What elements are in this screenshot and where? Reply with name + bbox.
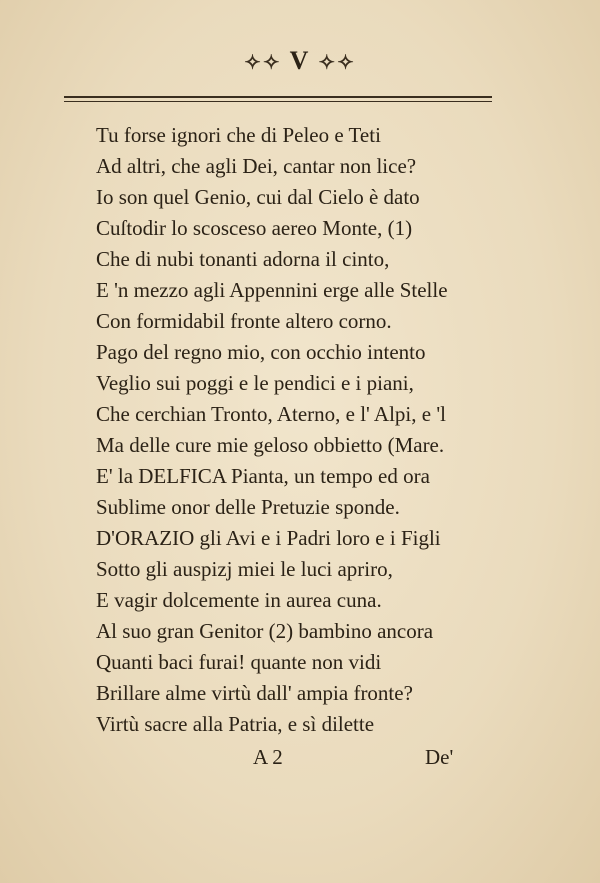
poem-line: Virtù sacre alla Patria, e sì dilette <box>96 712 375 736</box>
page-number: V <box>289 46 310 75</box>
poem-line: Veglio sui poggi e le pendici e i piani, <box>96 371 414 395</box>
header-rule-thin <box>64 101 492 102</box>
poem-text <box>96 120 516 740</box>
page-header <box>0 46 600 76</box>
poem-line: D'ORAZIO gli Avi e i Padri loro e i Figli <box>96 526 441 550</box>
poem-line: Al suo gran Genitor (2) bambino ancora <box>96 619 434 643</box>
poem-line: Sotto gli auspizj miei le luci apriro, <box>96 557 393 581</box>
poem-line: Ma delle cure mie geloso obbietto (Mare. <box>96 433 445 457</box>
poem-line: Quanti baci furai! quante non vidi <box>96 650 382 674</box>
poem-line: Che di nubi tonanti adorna il cinto, <box>96 247 390 271</box>
poem-line: Cuſtodir lo scosceso aereo Monte, (1) <box>96 216 413 240</box>
poem-line: E vagir dolcemente in aurea cuna. <box>96 588 382 612</box>
ornament-left-icon: ✧✧ <box>244 52 282 74</box>
header-rule <box>64 96 492 98</box>
poem-line: E 'n mezzo agli Appennini erge alle Stelle <box>96 278 448 302</box>
poem-line: Ad altri, che agli Dei, cantar non lice? <box>96 154 417 178</box>
poem-line: Brillare alme virtù dall' ampia fronte? <box>96 681 413 705</box>
poem-line: Che cerchian Tronto, Aterno, e l' Alpi, e 'l <box>96 402 446 426</box>
poem-line: Tu forse ignori che di Peleo e Teti <box>96 123 381 147</box>
ornament-right-icon: ✧✧ <box>318 52 356 74</box>
poem-line: Con formidabil fronte altero corno. <box>96 309 392 333</box>
poem-line: Io son quel Genio, cui dal Cielo è dato <box>96 185 420 209</box>
poem-line: Pago del regno mio, con occhio intento <box>96 340 426 364</box>
signature-mark: A 2 <box>253 745 283 769</box>
poem-line: Sublime onor delle Pretuzie sponde. <box>96 495 400 519</box>
catchword: De' <box>425 745 454 769</box>
poem-line: E' la DELFICA Pianta, un tempo ed ora <box>96 464 430 488</box>
